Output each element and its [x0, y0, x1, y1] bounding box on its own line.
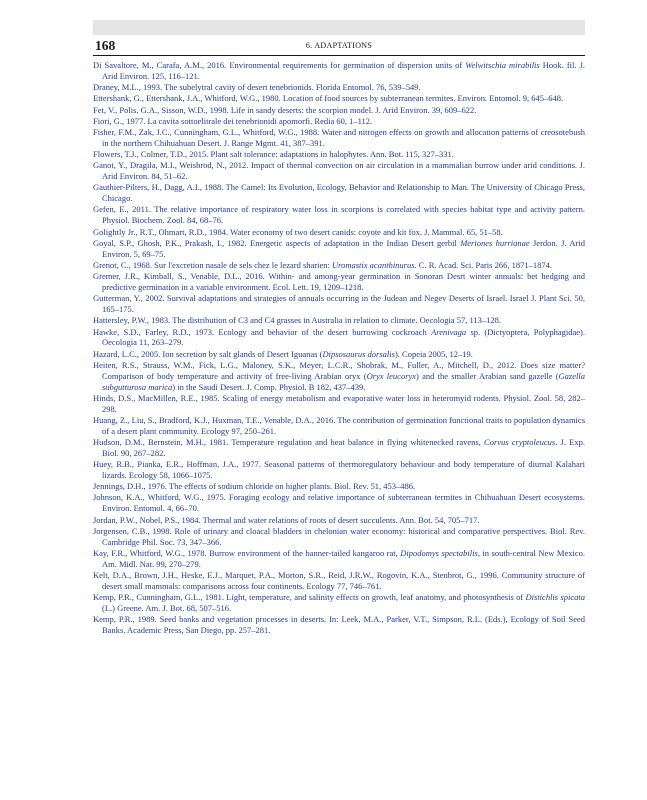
reference-text: Gauthier-Pilters, H., Dagg, A.I., 1988. The Camel: Its Evolution, Ecology, Behavior and Relationship to Man. The University of Chicago Press, Chicago.: [93, 182, 585, 204]
reference-italic-text: Dipsosaurus dorsalis: [322, 348, 395, 359]
reference-text: Gutterman, Y., 2002. Survival adaptations and strategies of annuals occurring in the Judean and Negev Deserts of Israel. Israel J. Plant Sci. 50, 165–175.: [93, 293, 585, 315]
reference-text: Fet, V., Polis, G.A., Sisson, W.D., 1998. Life in sandy deserts: the scorpion model. J. Arid Environ. 39, 609–622.: [93, 104, 477, 115]
reference-text: Gremer, J.R., Kimball, S., Venable, D.L., 2016. Within- and among-year germination in Sonoran Desrt winter annuals: bet hedging and predictive germination in a variable environment. Ecol. Lett. 19, 1209–1218.: [93, 271, 585, 292]
reference-entry: [93, 548, 585, 570]
reference-entry: [93, 260, 585, 271]
reference-text: ). Copeia 2005, 12–19.: [394, 348, 473, 359]
reference-entry: [93, 60, 585, 82]
reference-entry: [93, 204, 585, 226]
reference-entry: [93, 570, 585, 592]
reference-entry: [93, 592, 585, 614]
reference-text: . J. Exp. Biol. 90, 267–282.: [102, 437, 585, 458]
reference-text: Heiten, R.S., Strauss, W.M., Fick, L.G., Maloney, S.K., Meyer, L.C.R., Shobrak, M., Fuller, A., Mitchell, D., 2012. Does size matter? Comparison of body temperature and activity of free-living Arabian oryx (: [93, 359, 585, 381]
reference-text: Hook. fil. J. Arid Environ. 125, 116–121.: [102, 60, 585, 81]
reference-entry: [93, 459, 585, 481]
reference-list: [93, 60, 585, 636]
reference-italic-text: Oryx leucoryx: [366, 370, 417, 381]
reference-entry: [93, 481, 585, 492]
reference-entry: [93, 127, 585, 149]
reference-text: sp. (Dictyoptera, Polyphagidae). Oecologia 11, 263–279.: [102, 326, 586, 348]
reference-entry: [93, 238, 585, 260]
reference-text: Huang, Z., Liu, S., Bradford, K.J., Huxman, T.E., Venable, D.A., 2016. The contribution of germination functional traits to population dynamics of a desert plant community. Ecology 97, 250–261.: [93, 414, 585, 436]
reference-text: Jerdon. J. Arid Environ. 5, 69–75.: [102, 237, 585, 259]
reference-italic-text: Meriones hurrianae: [460, 237, 530, 248]
reference-italic-text: Arenivaga: [431, 326, 467, 337]
reference-text: Kay, F.R., Whitford, W.G., 1978. Burrow environment of the banner-tailed kangaroo rat,: [93, 547, 401, 558]
top-gray-bar: [93, 20, 585, 35]
reference-italic-text: Welwitschia mirabilis: [465, 60, 540, 70]
reference-text: Jennings, D.H., 1976. The effects of sodium chloride on higher plants. Biol. Rev. 51, 453–486.: [93, 481, 416, 492]
reference-text: Kelt, D.A., Brown, J.H., Heske, E.J., Marquet, P.A., Morton, S.R., Reid, J.R.W., Rogovin, K.A., Stenbrot, G., 1996. Community structure of desert small mammals: comparisons across four continents. Ecology 77, 746–761.: [93, 570, 585, 591]
reference-entry: [93, 327, 585, 349]
reference-text: Ganot, Y., Dragila, M.I., Weisbrod, N., 2012. Impact of thermal convection on air circulation in a mammalian burrow under arid conditions. J. Arid Environ. 84, 51–62.: [93, 160, 585, 182]
reference-text: , in south-central New Mexico. Am. Midl. Nat. 99, 270–279.: [102, 547, 585, 569]
reference-text: Draney, M.L., 1993. The subelytral cavity of desert tenebrionids. Florida Entomol. 76, 539–549.: [93, 82, 421, 93]
reference-entry: [93, 360, 585, 393]
reference-text: Grenot, C., 1968. Sur l'excretion nasale de sels chez le lezard sharien:: [93, 259, 332, 270]
reference-entry: [93, 614, 585, 636]
reference-text: Jordan, P.W., Nobel, P.S., 1984. Thermal and water relations of roots of desert succulents. Ann. Bot. 54, 705–717.: [93, 514, 480, 525]
reference-entry: [93, 315, 585, 326]
reference-entry: [93, 82, 585, 93]
page-header: [93, 37, 585, 56]
reference-text: Flowers, T.J., Colmer, T.D., 2015. Plant salt tolerance: adaptations in halophytes. Ann. Bot. 115, 327–331.: [93, 149, 454, 160]
reference-italic-text: Dipodomys spectabilis: [400, 547, 478, 558]
reference-entry: [93, 437, 585, 459]
reference-entry: [93, 515, 585, 526]
reference-entry: [93, 492, 585, 514]
reference-text: Fiori, G., 1977. La cavita sottoelitrale dei tenebrionidi apomorfi. Redia 60, 1–112.: [93, 115, 373, 126]
reference-text: Hudson, D.M., Bernstein, M.H., 1981. Temperature regulation and heat balance in flying whitenecked ravens,: [93, 437, 485, 448]
reference-text: Hattersley, P.W., 1983. The distribution of C3 and C4 grasses in Australia in relation to climate. Oecologia 57, 113–128.: [93, 315, 502, 326]
reference-text: Fisher, F.M., Zak, J.C., Cunningham, G.L., Whitford, W.G., 1988. Water and nitrogen effects on growth and allocation patterns of creosotebush in the northern Chihuahuan Desert. J. Range Mgmt. 41, 387–391.: [93, 126, 585, 148]
reference-text: Hinds, D.S., MacMillen, R.E., 1985. Scaling of energy metabolism and evaporative water loss in heteromyid rodents. Physiol. Zool. 58, 282–298.: [93, 392, 585, 414]
reference-text: Kemp, P.R., Cunningham, G.L., 1981. Light, temperature, and salinity effects on growth, leaf anatomy, and photosynthesis of: [93, 592, 526, 603]
reference-entry: [93, 182, 585, 204]
reference-text: ) and the smaller Arabian sand gazelle (: [416, 370, 559, 381]
reference-entry: [93, 415, 585, 437]
reference-text: Gefen, E., 2011. The relative importance of respiratory water loss in scorpions is correlated with species habitat type and activity pattern. Physiol. Biochem. Zool. 84, 68–76.: [93, 204, 585, 226]
reference-text: Goyal, S.P., Ghosh, P.K., Prakash, I., 1982. Energetic aspects of adaptation in the Indian Desert gerbil: [93, 237, 461, 248]
reference-entry: [93, 105, 585, 116]
reference-entry: [93, 271, 585, 293]
reference-entry: [93, 116, 585, 127]
reference-text: ) in the Saudi Desert. J. Comp. Physiol. B 182, 437–439.: [172, 381, 366, 392]
reference-entry: [93, 227, 585, 238]
reference-italic-text: Gazella subgutturosa marica: [102, 370, 585, 392]
reference-text: Golightly Jr., R.T., Ohmart, R.D., 1984. Water economy of two desert canids: coyote and kit fox. J. Mammal. 65, 51–58.: [93, 226, 503, 237]
reference-entry: [93, 160, 585, 182]
running-head: 6. ADAPTATIONS: [305, 41, 373, 50]
reference-text: Johnson, K.A., Whitford, W.G., 1975. Foraging ecology and relative importance of subterranean termites in Chihuahuan Desert ecosystems. Environ. Entomol. 4, 66–70.: [93, 492, 585, 514]
reference-italic-text: Distichlis spicata: [525, 592, 585, 603]
reference-text: Di Savaltore, M., Carafa, A.M., 2016. Environmental requirements for germination of dispersion units of: [93, 60, 466, 70]
reference-text: Hazard, L.C., 2005. Ion secretion by salt glands of Desert Iguanas (: [93, 348, 323, 359]
reference-entry: [93, 393, 585, 415]
reference-text: Ettershank, G., Ettershank, J.A., Whitford, W.G., 1980. Location of food sources by subterranean termites. Environ. Entomol. 9, 645–648.: [93, 93, 564, 104]
reference-entry: [93, 349, 585, 360]
reference-text: Hawke, S.D., Farley, R.D., 1973. Ecology and behavior of the desert burrowing cockroach: [93, 326, 432, 337]
page-number: 168: [95, 38, 116, 53]
reference-text: Huey, R.B., Pianka, E.R., Hoffman, J.A., 1977. Seasonal patterns of thermoregulatory behaviour and body temperature of diurnal Kalahari lizards. Ecology 58, 1066–1075.: [93, 459, 585, 481]
reference-text: . C. R. Acad. Sci. Paris 266, 1871–1874.: [414, 259, 552, 270]
reference-entry: [93, 149, 585, 160]
reference-entry: [93, 526, 585, 548]
reference-italic-text: Uromastix acanthinurus: [331, 259, 415, 270]
reference-entry: [93, 293, 585, 315]
reference-text: Jorgensen, C.B., 1998. Role of urinary and cloacal bladders in chelonian water economy: historical and comparative perspectives. Biol. Rev. Cambridge Phil. Soc. 73, 347–366.: [93, 525, 585, 547]
reference-text: Kemp, P.R., 1989. Seed banks and vegetation processes in deserts. In: Leek, M.A., Parker, V.T., Simpson, R.L. (Eds.), Ecology of Soil Seed Banks. Academic Press, San Diego, pp. 257–281.: [93, 614, 585, 636]
reference-text: (L.) Greene. Am. J. Bot. 68, 507–516.: [102, 603, 232, 614]
reference-italic-text: Corvus cryptoleucus: [484, 437, 556, 448]
reference-entry: [93, 93, 585, 104]
